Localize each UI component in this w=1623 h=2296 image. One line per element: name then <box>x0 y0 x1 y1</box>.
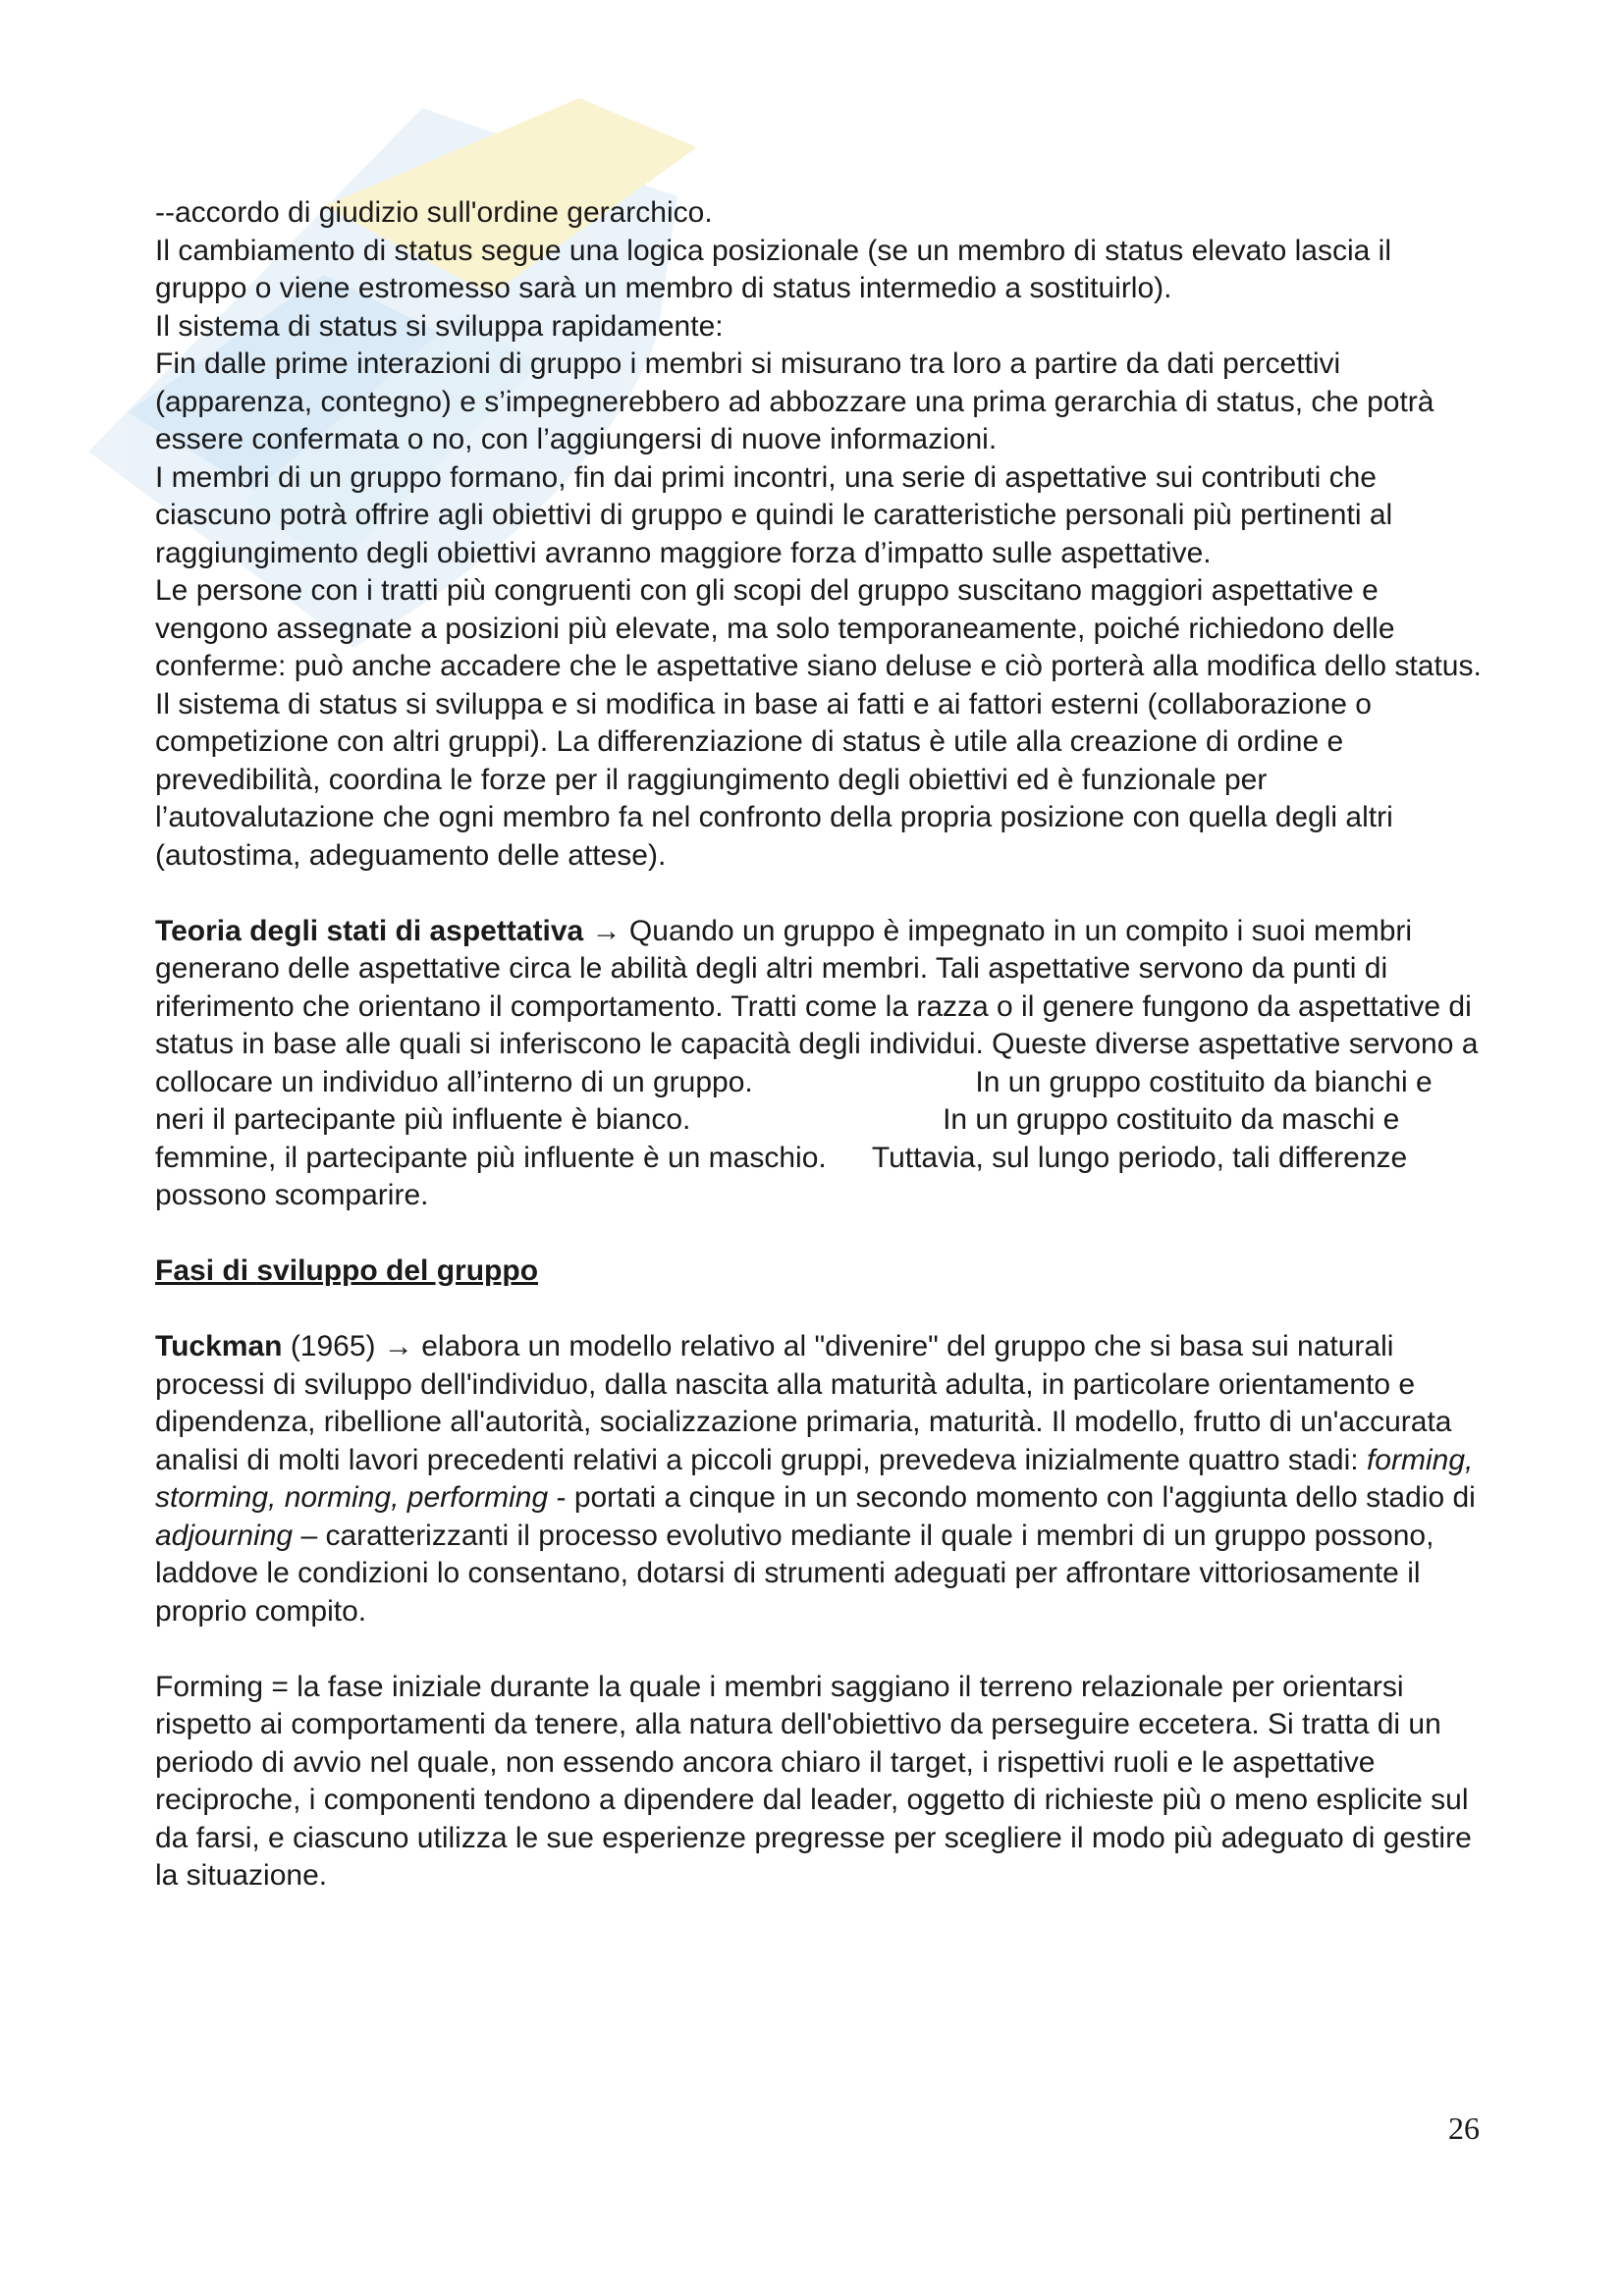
page-number: 26 <box>1448 2110 1480 2146</box>
term-bold: Teoria degli stati di aspettativa <box>155 914 584 947</box>
status-section <box>155 194 1486 875</box>
paragraph-text: elabora un modello relativo al "divenire" del gruppo che si basa sui naturali processi di sviluppo dell'individuo, dalla nascita alla maturità adulta, in particolare orientamento e dipendenza, ribellione all'autorità, socializzazione primaria, maturità. Il modello, frutto di un'accurata analisi di molti lavori precedenti relativi a piccoli gruppi, prevedeva inizialmente quattro stadi: <box>155 1330 1452 1476</box>
section-heading: Fasi di sviluppo del gruppo <box>155 1255 539 1287</box>
document-body <box>155 194 1486 1896</box>
arrow-icon: → <box>591 914 622 947</box>
paragraph: --accordo di giudizio sull'ordine gerarchico. <box>155 196 713 229</box>
stages-italic: forming, storming, norming, performing <box>155 1443 1474 1514</box>
paragraph: Il cambiamento di status segue una logica posizionale (se un membro di status elevato lascia il gruppo o viene estromesso sarà un membro di status intermedio a sostituirlo). <box>155 234 1392 304</box>
expectation-states-paragraph <box>155 913 1486 1215</box>
adjourning-italic: adjourning <box>155 1519 294 1552</box>
paragraph: Le persone con i tratti più congruenti con gli scopi del gruppo suscitano maggiori aspettative e vengono assegnate a posizioni più elevate, ma solo temporaneamente, poiché richiedono delle conferme: può anche accadere che le aspettative siano deluse e ciò porterà alla modifica dello status. Il sistema di status si sviluppa e si modifica in base ai fatti e ai fattori esterni (collaborazione o competizione con altri gruppi). La differenziazione di status è utile alla creazione di ordine e prevedibilità, coordina le forze per il raggiungimento degli obiettivi ed è funzionale per l’autovalutazione che ogni membro fa nel confronto della propria posizione con quella degli altri (autostima, adeguamento delle attese). <box>155 574 1482 872</box>
paragraph-text: Tuttavia, sul lungo periodo, tali differenze possono scomparire. <box>155 1141 1408 1211</box>
arrow-icon: → <box>383 1330 413 1362</box>
paragraph-text: In un gruppo costituito da bianchi e neri il partecipante più influente è bianco. <box>155 1065 1433 1136</box>
paragraph: Fin dalle prime interazioni di gruppo i membri si misurano tra loro a partire da dati percettivi (apparenza, contegno) e s’impegnerebbero ad abbozzare una prima gerarchia di status, che potrà essere confermata o no, con l’aggiungersi di nuove informazioni. <box>155 347 1434 455</box>
forming-paragraph: Forming = la fase iniziale durante la quale i membri saggiano il terreno relazionale per orientarsi rispetto ai comportamenti da tenere, alla natura dell'obiettivo da perseguire eccetera. Si tratta di un periodo di avvio nel quale, non essendo ancora chiaro il target, i rispettivi ruoli e le aspettative reciproche, i componenti tendono a dipendere dal leader, oggetto di richieste più o meno esplicite sul da farsi, e ciascuno utilizza le sue esperienze pregresse per scegliere il modo più adeguato di gestire la situazione. <box>155 1670 1472 1892</box>
paragraph-text: In un gruppo costituito da maschi e femmine, il partecipante più influente è un maschio. <box>155 1103 1400 1174</box>
paragraph-text: - portati a cinque in un secondo momento con l'aggiunta dello stadio di <box>548 1481 1476 1514</box>
paragraph-text: Quando un gruppo è impegnato in un compito i suoi membri generano delle aspettative circa le abilità degli altri membri. Tali aspettative servono da punti di riferimento che orientano il comportamento. Tratti come la razza o il genere fungono da aspettative di status in base alle quali si inferiscono le capacità degli individui. Queste diverse aspettative servono a collocare un individuo all’interno di un gruppo. <box>155 914 1479 1098</box>
year: (1965) <box>282 1330 384 1362</box>
paragraph: Il sistema di status si sviluppa rapidamente: <box>155 309 724 343</box>
paragraph-text: – caratterizzanti il processo evolutivo mediante il quale i membri di un gruppo possono, laddove le condizioni lo consentano, dotarsi di strumenti adeguati per affrontare vittoriosamente il proprio compito. <box>155 1519 1434 1628</box>
paragraph: I membri di un gruppo formano, fin dai primi incontri, una serie di aspettative sui contributi che ciascuno potrà offrire agli obiettivi di gruppo e quindi le caratteristiche personali più pertinenti al raggiungimento degli obiettivi avranno maggiore forza d’impatto sulle aspettative. <box>155 460 1393 569</box>
author-bold: Tuckman <box>155 1330 283 1362</box>
tuckman-paragraph <box>155 1328 1486 1630</box>
